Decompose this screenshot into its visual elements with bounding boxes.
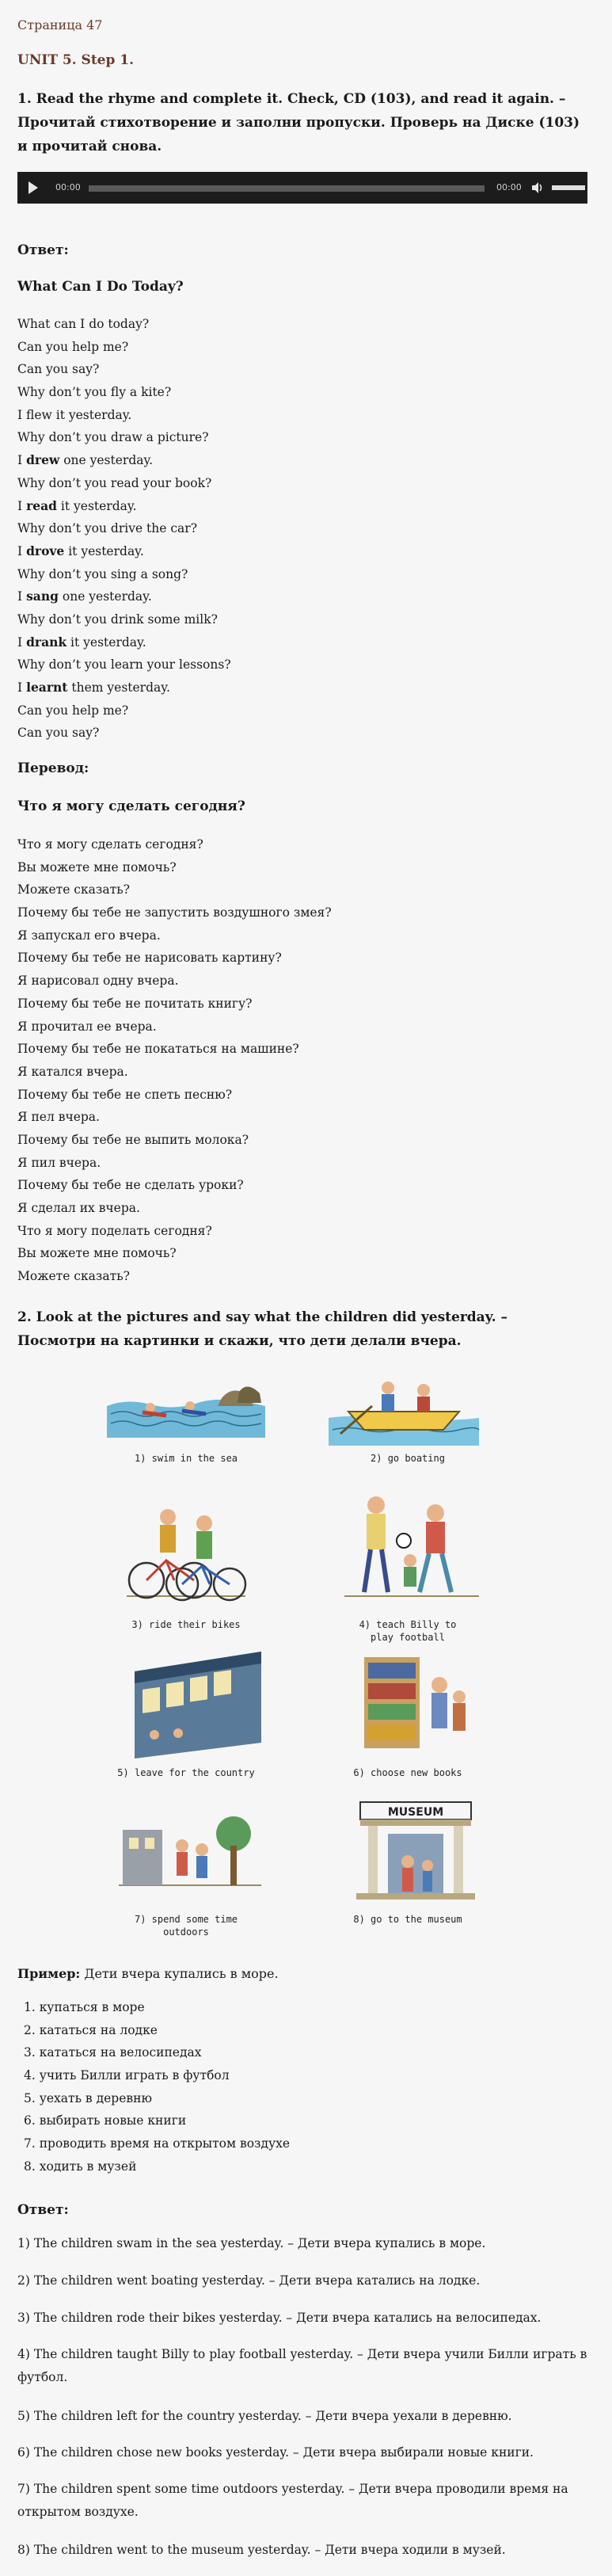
volume-icon[interactable] <box>530 181 545 195</box>
poem-line <box>17 722 587 745</box>
poem-line <box>17 449 587 472</box>
translation-line: Почему бы тебе не выпить молока? <box>17 1132 249 1147</box>
football-picture <box>340 1485 483 1612</box>
bikes-picture <box>119 1493 253 1612</box>
list-item-text: купаться в море <box>39 2000 145 2014</box>
translation-line: Можете сказать? <box>17 1269 130 1284</box>
poem-line <box>17 517 587 540</box>
translation-line: Вы можете мне помочь? <box>17 859 177 875</box>
poem-line <box>17 336 587 359</box>
translation-line: Я катался вчера. <box>17 1064 128 1079</box>
poem-line-text: Why don’t you fly a kite? <box>17 385 172 400</box>
list-item-text: кататься на велосипедах <box>39 2045 202 2060</box>
caption-5: 5) leave for the country <box>117 1767 255 1778</box>
poem-line-text: I <box>17 634 27 650</box>
task1-title: 1. Read the rhyme and complete it. Check, CD (103), and read it again. – Прочитай стихотворение и заполни пропуски. Проверь на Диске (103) и прочитай снова. <box>17 91 580 154</box>
progress-bar[interactable] <box>89 185 485 192</box>
poem-line-verb: drove <box>26 543 65 558</box>
answer-5: 5) The children left for the country yesterday. – Дети вчера уехали в деревню. <box>17 2409 512 2423</box>
caption-7b: outdoors <box>163 1926 209 1938</box>
time-total: 00:00 <box>496 182 522 192</box>
translation-line: Почему бы тебе не сделать уроки? <box>17 1178 244 1193</box>
translation-line: Почему бы тебе не спеть песню? <box>17 1087 233 1102</box>
example-text: Дети вчера купались в море. <box>80 1966 279 1981</box>
poem-line <box>17 540 587 563</box>
list-item <box>24 2155 290 2178</box>
translation-heading: Перевод: <box>17 760 89 776</box>
poem-line <box>17 426 587 449</box>
list-item-text: ходить в музей <box>39 2159 137 2174</box>
poem-line <box>17 381 587 404</box>
caption-4a: 4) teach Billy to <box>359 1619 457 1630</box>
list-item-number: 5. <box>24 2090 40 2105</box>
poem-line-text: I <box>17 498 27 513</box>
list-item <box>24 2064 290 2087</box>
answer-3: 3) The children rode their bikes yesterday. – Дети вчера катались на велосипедах. <box>17 2311 542 2325</box>
volume-slider[interactable] <box>552 185 585 190</box>
poem-line <box>17 404 587 427</box>
translation-line: Почему бы тебе не покататься на машине? <box>17 1042 299 1057</box>
poem-line <box>17 676 587 699</box>
books-picture <box>360 1653 471 1756</box>
poem-line <box>17 495 587 518</box>
translation-line: Я пил вчера. <box>17 1155 101 1170</box>
ordered-list <box>24 1996 290 2178</box>
poem-lines <box>17 313 587 745</box>
poem-line-text: Why don’t you drink some milk? <box>17 612 218 627</box>
poem-line-text: I <box>17 680 27 695</box>
poem-line <box>17 313 587 336</box>
translation-line: Почему бы тебе не почитать книгу? <box>17 996 253 1011</box>
translation-line: Почему бы тебе не запустить воздушного змея? <box>17 905 332 920</box>
translation-line: Что я могу поделать сегодня? <box>17 1223 212 1238</box>
swim-picture <box>103 1374 269 1446</box>
poem-line-text: Why don’t you sing a song? <box>17 566 188 581</box>
answer-7: 7) The children spent some time outdoors yesterday. – Дети вчера проводили время на открытом воздухе. <box>17 2482 568 2519</box>
poem-line <box>17 654 587 676</box>
caption-7a: 7) spend some time <box>134 1914 238 1925</box>
task2-title: 2. Look at the pictures and say what the children did yesterday. – Посмотри на картинки и скажи, что дети делали вчера. <box>17 1309 507 1349</box>
answer-2: 2) The children went boating yesterday. – Дети вчера катались на лодке. <box>17 2273 481 2288</box>
poem-line-text: I <box>17 543 27 558</box>
poem-title: What Can I Do Today? <box>17 279 184 295</box>
poem-line-text: I <box>17 453 27 468</box>
list-item <box>24 2132 290 2155</box>
list-item-number: 6. <box>24 2113 40 2128</box>
train-picture <box>131 1648 265 1762</box>
translation-line: Я пел вчера. <box>17 1110 100 1125</box>
poem-line <box>17 608 587 631</box>
poem-line-text: Can you help me? <box>17 703 129 718</box>
poem-line-text: I flew it yesterday. <box>17 407 132 422</box>
answer-4: 4) The children taught Billy to play football yesterday. – Дети вчера учили Билли играть в футбол. <box>17 2347 587 2384</box>
museum-sign: MUSEUM <box>387 1806 444 1819</box>
boating-picture <box>325 1370 483 1450</box>
example <box>17 1966 279 1981</box>
poem-line-text: Can you say? <box>17 362 100 377</box>
translation-line: Можете сказать? <box>17 882 130 897</box>
translation-line: Я нарисовал одну вчера. <box>17 974 179 989</box>
caption-8: 8) go to the museum <box>353 1914 462 1925</box>
translation-line: Я запускал его вчера. <box>17 928 161 943</box>
museum-picture <box>352 1798 479 1905</box>
answer-heading-1: Ответ: <box>17 242 69 258</box>
audio-player[interactable] <box>17 172 587 204</box>
list-item <box>24 2019 290 2042</box>
poem-line <box>17 699 587 722</box>
poem-line-rest: one yesterday. <box>59 453 154 468</box>
answer-8: 8) The children went to the museum yesterday. – Дети вчера ходили в музей. <box>17 2543 506 2557</box>
list-item-number: 8. <box>24 2159 40 2174</box>
list-item-text: учить Билли играть в футбол <box>39 2068 230 2083</box>
caption-2: 2) go boating <box>371 1453 445 1464</box>
illustrations-grid <box>87 1366 530 1938</box>
poem-line-text: Can you help me? <box>17 339 129 354</box>
poem-line-text: Why don’t you draw a picture? <box>17 430 209 445</box>
poem-line-rest: them yesterday. <box>67 680 170 695</box>
poem-line-verb: drew <box>26 452 60 468</box>
outdoors-picture <box>115 1798 265 1905</box>
caption-3: 3) ride their bikes <box>131 1619 241 1630</box>
caption-4b: play football <box>371 1632 445 1643</box>
list-item-number: 3. <box>24 2045 40 2060</box>
list-item-number: 1. <box>24 2000 40 2014</box>
translation-title: Что я могу сделать сегодня? <box>17 798 245 814</box>
poem-line-rest: it yesterday. <box>67 634 146 650</box>
list-item-text: проводить время на открытом воздухе <box>39 2136 291 2151</box>
page-label: Страница 47 <box>17 17 103 32</box>
poem-line <box>17 585 587 608</box>
answer-heading-2: Ответ: <box>17 2202 69 2218</box>
list-item <box>24 2109 290 2132</box>
poem-line-verb: sang <box>26 589 59 604</box>
poem-line <box>17 358 587 381</box>
answer-6: 6) The children chose new books yesterday. – Дети вчера выбирали новые книги. <box>17 2445 534 2460</box>
poem-line-text: Why don’t you read your book? <box>17 475 212 490</box>
list-item-number: 4. <box>24 2068 40 2083</box>
translation-line: Я сделал их вчера. <box>17 1201 140 1215</box>
list-item-text: кататься на лодке <box>39 2022 158 2037</box>
poem-line <box>17 472 587 495</box>
translation-lines <box>17 833 587 1288</box>
unit-heading: UNIT 5. Step 1. <box>17 52 135 68</box>
poem-line-rest: it yesterday. <box>56 498 137 513</box>
translation-line: Почему бы тебе не нарисовать картину? <box>17 951 282 966</box>
poem-line-text: I <box>17 589 27 604</box>
poem-line-verb: drank <box>26 634 67 650</box>
list-item <box>24 2041 290 2064</box>
poem-line-text: Why don’t you learn your lessons? <box>17 657 231 673</box>
example-label: Пример: <box>17 1966 81 1981</box>
list-item-text: уехать в деревню <box>39 2090 152 2105</box>
list-item <box>24 2087 290 2110</box>
list-item-number: 7. <box>24 2136 40 2151</box>
list-item-text: выбирать новые книги <box>39 2113 187 2128</box>
list-item <box>24 1996 290 2019</box>
poem-line <box>17 563 587 586</box>
play-icon[interactable] <box>29 181 38 194</box>
caption-1: 1) swim in the sea <box>134 1453 238 1464</box>
answer-1: 1) The children swam in the sea yesterday. – Дети вчера купались в море. <box>17 2236 486 2250</box>
translation-line: Я прочитал ее вчера. <box>17 1019 157 1034</box>
time-current: 00:00 <box>55 182 81 192</box>
list-item-number: 2. <box>24 2022 40 2037</box>
poem-line-text: Can you say? <box>17 726 100 741</box>
poem-line-verb: read <box>26 497 57 513</box>
poem-line-rest: it yesterday. <box>64 543 144 558</box>
translation-line: Что я могу сделать сегодня? <box>17 837 203 852</box>
poem-line-text: What can I do today? <box>17 317 150 331</box>
poem-line <box>17 631 587 654</box>
poem-line-text: Why don’t you drive the car? <box>17 521 198 536</box>
poem-line-rest: one yesterday. <box>58 589 152 604</box>
poem-line-verb: learnt <box>26 680 68 695</box>
translation-line: Вы можете мне помочь? <box>17 1246 177 1261</box>
caption-6: 6) choose new books <box>353 1767 462 1778</box>
